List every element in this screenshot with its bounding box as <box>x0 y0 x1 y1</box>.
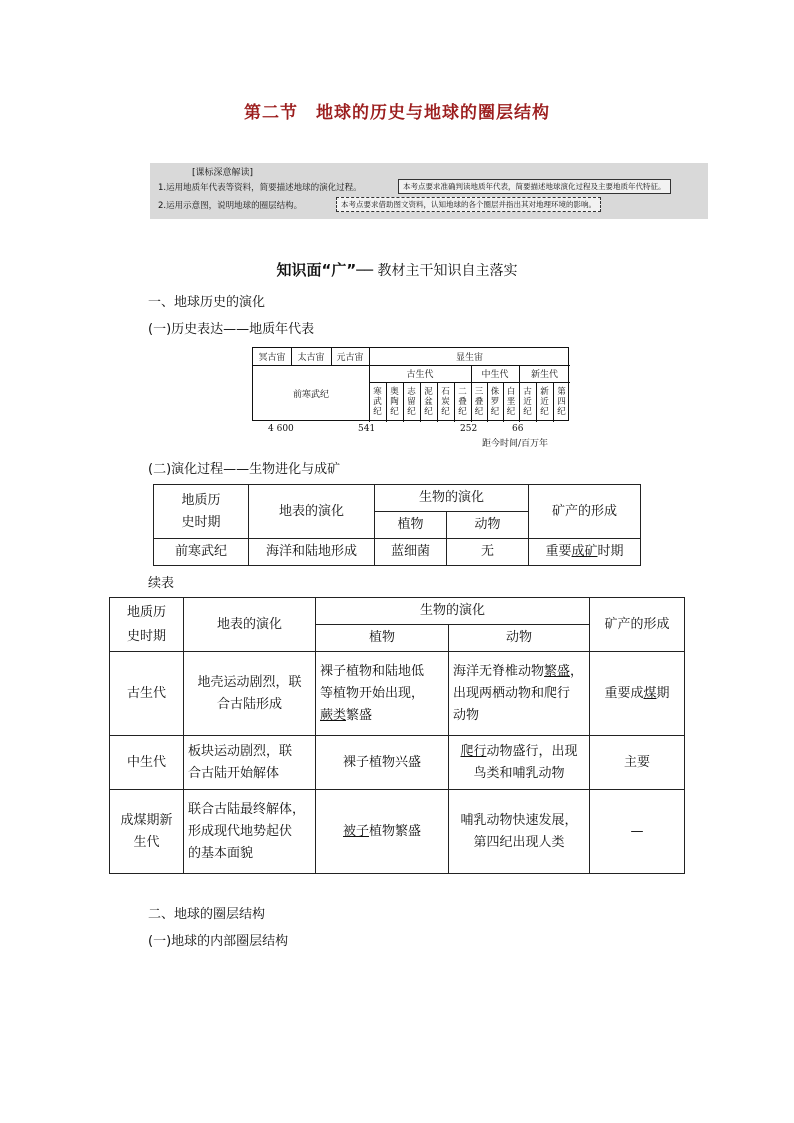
period-cambrian: 寒 武 纪 <box>373 387 382 417</box>
paleozoic-animal: 海洋无脊椎动物繁盛， 出现两栖动物和爬行 动物 <box>449 652 590 736</box>
mesozoic-period: 中生代 <box>110 736 184 790</box>
chart-line <box>291 348 292 365</box>
eon-proterozoic: 元古宙 <box>336 353 364 363</box>
precambrian-plant: 蓝细菌 <box>375 539 447 566</box>
cenozoic-surface: 联合古陆最终解体， 形成现代地势起伏 的基本面貌 <box>184 790 316 874</box>
mesozoic-mineral: 主要 <box>590 736 685 790</box>
precambrian-surface: 海洋和陆地形成 <box>249 539 375 566</box>
section-heading-2: 二、地球的圈层结构 <box>148 907 266 922</box>
period-paleogene: 古 近 纪 <box>523 387 532 417</box>
standards-heading: [课标深意解读] <box>192 168 254 178</box>
cenozoic-plant: 被子植物繁盛 <box>316 790 449 874</box>
continued-label: 续表 <box>148 576 175 591</box>
mesozoic-surface: 板块运动剧烈，联 合古陆开始解体 <box>184 736 316 790</box>
header-surface: 地表的演化 <box>184 598 316 652</box>
header-plant: 植物 <box>316 625 449 652</box>
eon-hadean: 冥古宙 <box>258 353 286 363</box>
knowledge-section-title <box>0 259 794 280</box>
header-animal: 动物 <box>449 625 590 652</box>
page-title: 第二节 地球的历史与地球的圈层结构 <box>244 103 550 123</box>
knowledge-title-rest: ── 教材主干知识自主落实 <box>356 263 518 279</box>
precambrian-mineral: 重要成矿时期 <box>529 539 641 566</box>
header-mineral: 矿产的形成 <box>529 485 641 539</box>
standard-row-1: 1.运用地质年代表等资料，简要描述地球的演化过程。 <box>158 183 362 193</box>
header-bio: 生物的演化 <box>316 598 590 625</box>
header-period: 地质历 史时期 <box>110 598 184 652</box>
precambrian-animal: 无 <box>447 539 529 566</box>
subsection-heading-3: (一)地球的内部圈层结构 <box>148 934 289 949</box>
header-bio: 生物的演化 <box>375 485 529 512</box>
header-period: 地质历 史时期 <box>154 485 249 539</box>
eon-phanerozoic: 显生宙 <box>455 353 483 363</box>
header-mineral: 矿产的形成 <box>590 598 685 652</box>
time-tick-252: 252 <box>460 424 478 434</box>
era-precambrian: 前寒武纪 <box>292 390 329 400</box>
era-paleozoic: 古生代 <box>406 370 434 380</box>
header-animal: 动物 <box>447 512 529 539</box>
standard-row-2: 2.运用示意图，说明地球的圈层结构。 <box>158 201 303 211</box>
paleozoic-mineral: 重要成煤期 <box>590 652 685 736</box>
period-permian: 二 叠 纪 <box>458 387 467 417</box>
knowledge-title-bold: 知识面“广” <box>276 261 357 279</box>
paleozoic-surface: 地壳运动剧烈，联 合古陆形成 <box>184 652 316 736</box>
period-ordovician: 奥 陶 纪 <box>390 387 399 417</box>
standard-note-1: 本考点要求准确判读地质年代表，简要描述地球演化过程及主要地质年代特征。 <box>398 179 671 194</box>
period-neogene: 新 近 纪 <box>540 387 549 417</box>
period-triassic: 三 叠 纪 <box>474 387 484 417</box>
header-plant: 植物 <box>375 512 447 539</box>
chart-line <box>253 365 570 366</box>
chart-line <box>331 348 332 365</box>
period-jurassic: 侏 罗 纪 <box>490 387 500 417</box>
mesozoic-plant: 裸子植物兴盛 <box>316 736 449 790</box>
period-carboniferous: 石 炭 纪 <box>441 387 450 417</box>
section-heading-1: 一、地球历史的演化 <box>148 295 266 310</box>
cenozoic-period: 成煤期新 生代 <box>110 790 184 874</box>
era-cenozoic: 新生代 <box>530 370 558 380</box>
era-mesozoic: 中生代 <box>481 370 509 380</box>
time-tick-4600: 4 600 <box>268 424 294 434</box>
time-tick-66: 66 <box>512 424 524 434</box>
cenozoic-animal: 哺乳动物快速发展， 第四纪出现人类 <box>449 790 590 874</box>
paleozoic-plant: 裸子植物和陆地低 等植物开始出现， 蕨类繁盛 <box>316 652 449 736</box>
period-cretaceous: 白 垩 纪 <box>506 387 516 417</box>
subsection-heading-2: (二)演化过程——生物进化与成矿 <box>148 462 341 477</box>
geologic-time-chart <box>252 347 569 421</box>
evolution-table-1 <box>153 484 641 566</box>
period-silurian: 志 留 纪 <box>407 387 416 417</box>
paleozoic-period: 古生代 <box>110 652 184 736</box>
precambrian-period: 前寒武纪 <box>154 539 249 566</box>
subsection-heading-1: (一)历史表达——地质年代表 <box>148 322 315 337</box>
time-tick-541: 541 <box>358 424 376 434</box>
period-devonian: 泥 盆 纪 <box>424 387 433 417</box>
period-quaternary: 第 四 纪 <box>557 387 566 417</box>
evolution-table-2 <box>109 597 685 874</box>
header-surface: 地表的演化 <box>249 485 375 539</box>
cenozoic-mineral: — <box>590 790 685 874</box>
mesozoic-animal: 爬行动物盛行，出现 鸟类和哺乳动物 <box>449 736 590 790</box>
curriculum-standards-box <box>150 163 708 219</box>
time-axis-unit: 距今时间/百万年 <box>482 439 549 449</box>
eon-archean: 太古宙 <box>297 353 325 363</box>
standard-note-2: 本考点要求借助图文资料，认知地球的各个圈层并指出其对地理环境的影响。 <box>336 197 601 212</box>
